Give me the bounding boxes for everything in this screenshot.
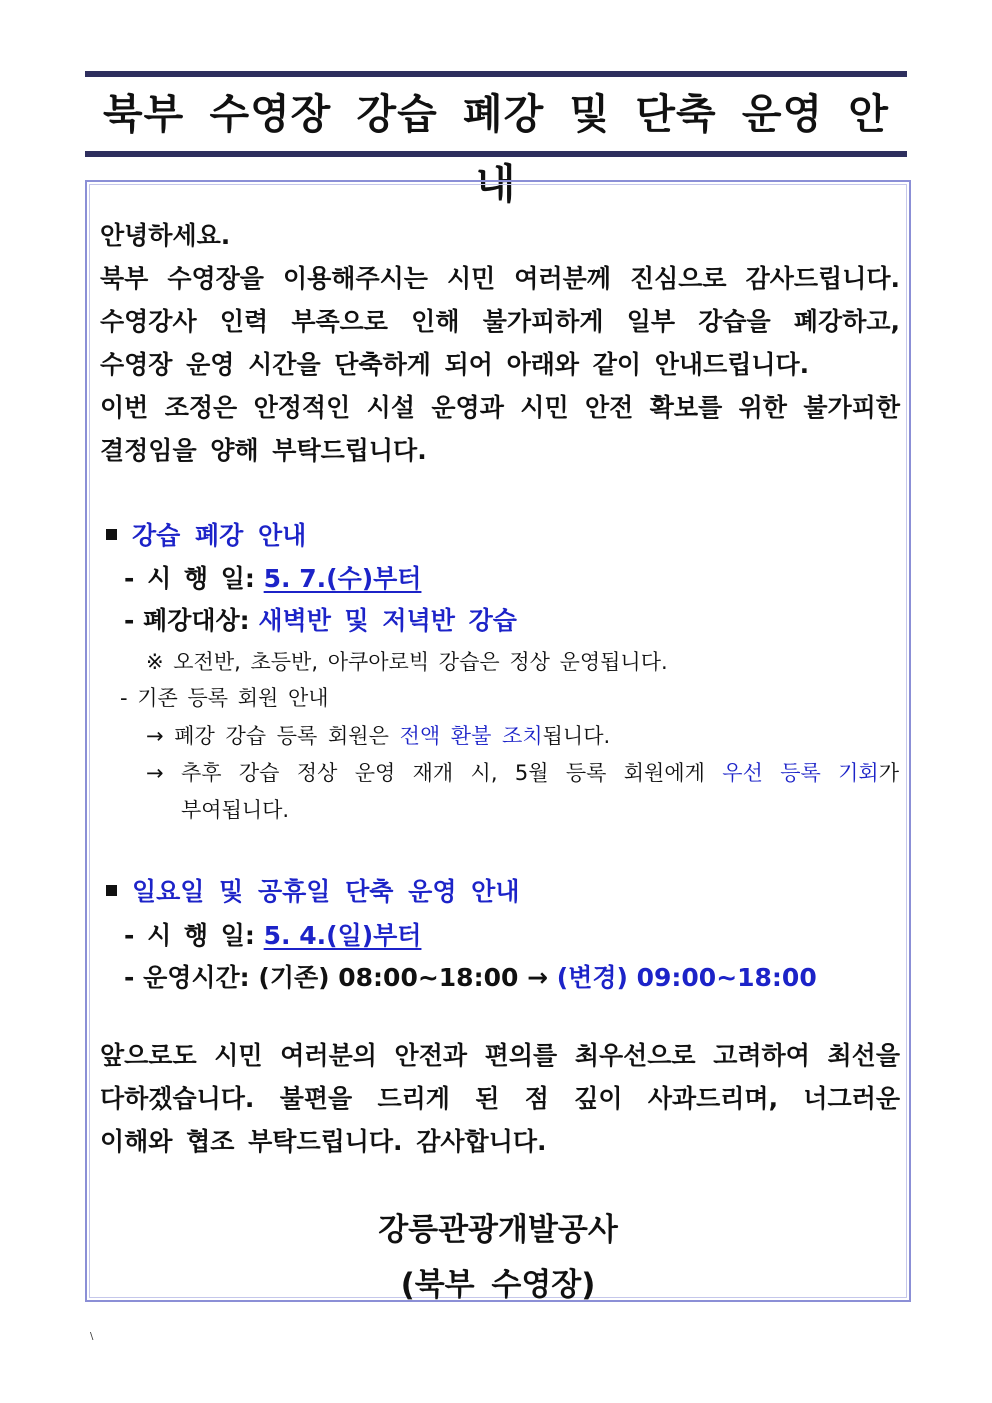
title-top-rule: [85, 71, 907, 77]
closing-line: 다하겠습니다. 불편을 드리게 된 점 깊이 사과드리며, 너그러운: [100, 1084, 900, 1113]
closure-target-label: - 폐강대상:: [124, 606, 250, 635]
intro-line: 북부 수영장을 이용해주시는 시민 여러분께 진심으로 감사드립니다.: [100, 264, 900, 293]
department-name: (북부 수영장): [400, 1267, 596, 1303]
hours-row: [124, 958, 817, 994]
shortened-date-label: - 시 행 일:: [124, 921, 255, 950]
refund-highlight: 전액 환불 조치: [399, 724, 543, 748]
closing-line: 앞으로도 시민 여러분의 안전과 편의를 최우선으로 고려하여 최선을: [100, 1041, 900, 1070]
priority-highlight: 우선 등록 기회: [722, 761, 879, 785]
member-guide-heading: - 기존 등록 회원 안내: [120, 686, 329, 710]
intro-line: 이번 조정은 안정적인 시설 운영과 시민 안전 확보를 위한 불가피한: [100, 393, 900, 422]
closing-line: 이해와 협조 부탁드립니다. 감사합니다.: [100, 1127, 547, 1156]
intro-line: 수영장 운영 시간을 단축하게 되어 아래와 같이 안내드립니다.: [100, 350, 810, 379]
closure-date-row: [124, 559, 421, 595]
intro-paragraph: [100, 214, 900, 472]
closure-note: ※ 오전반, 초등반, 아쿠아로빅 강습은 정상 운영됩니다.: [146, 650, 668, 674]
title-bottom-rule: [85, 151, 907, 157]
closure-target-row: [124, 601, 517, 637]
shortened-date-value: 5. 4.(일)부터: [263, 921, 422, 950]
hours-old: (기존) 08:00~18:00: [258, 963, 519, 992]
closing-paragraph: [100, 1034, 900, 1163]
intro-greeting: 안녕하세요.: [100, 221, 231, 250]
intro-line: 수영강사 인력 부족으로 인해 불가피하게 일부 강습을 폐강하고,: [100, 307, 900, 336]
arrow-right-icon: →: [527, 963, 549, 992]
closure-date-label: - 시 행 일:: [124, 564, 255, 593]
hours-new: (변경) 09:00~18:00: [556, 963, 817, 992]
section-shortened-heading: 일요일 및 공휴일 단축 운영 안내: [106, 872, 519, 908]
priority-line: → 추후 강습 정상 운영 재개 시, 5월 등록 회원에게 우선 등록 기회가: [146, 761, 899, 785]
shortened-date-row: [124, 916, 421, 952]
section-closure-heading: 강습 폐강 안내: [106, 516, 306, 552]
hours-label: - 운영시간:: [124, 963, 250, 992]
organization-name: 강릉관광개발공사: [378, 1212, 618, 1248]
footer-mark: \: [90, 1331, 94, 1342]
square-bullet-icon: [106, 885, 117, 896]
document-title: 북부 수영장 강습 폐강 및 단축 운영 안내: [102, 90, 889, 208]
square-bullet-icon: [106, 529, 117, 540]
intro-line: 결정임을 양해 부탁드립니다.: [100, 436, 427, 465]
closure-target-value: 새벽반 및 저녁반 강습: [258, 606, 517, 635]
refund-line: → 폐강 강습 등록 회원은 전액 환불 조치됩니다.: [146, 724, 611, 748]
closure-date-value: 5. 7.(수)부터: [263, 564, 422, 593]
priority-line-continued: 부여됩니다.: [181, 798, 290, 822]
